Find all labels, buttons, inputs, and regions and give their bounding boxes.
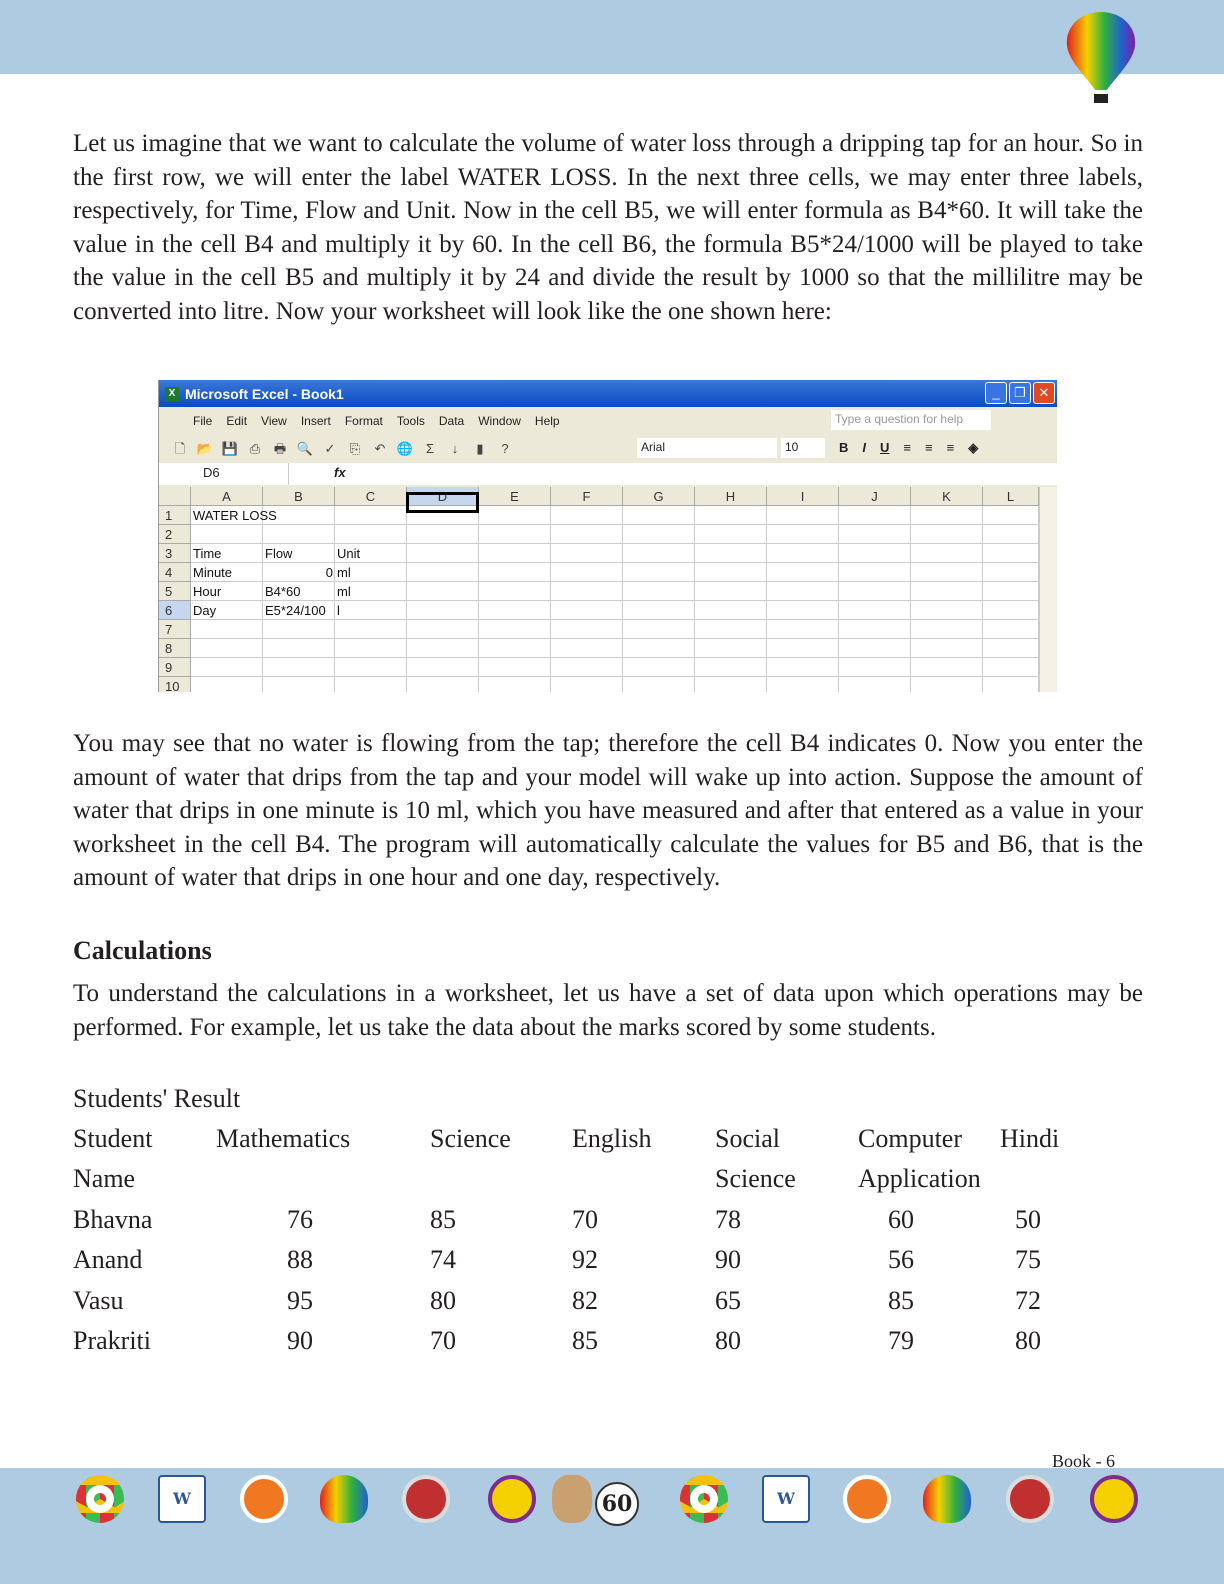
mark-cell: 80 xyxy=(430,1285,456,1315)
mascot-icon xyxy=(552,1475,592,1523)
copy-icon[interactable]: ⎘ xyxy=(349,440,361,456)
word-icon: W xyxy=(158,1475,206,1523)
column-header: Name xyxy=(73,1164,136,1194)
help-icon[interactable]: ? xyxy=(501,440,509,456)
formula-bar xyxy=(159,463,1057,485)
open-icon[interactable]: 📂 xyxy=(196,440,214,456)
mark-cell: 65 xyxy=(715,1285,741,1315)
mark-cell: 90 xyxy=(287,1325,313,1355)
column-header-L[interactable]: L xyxy=(983,487,1039,506)
briefcase-icon xyxy=(240,1475,288,1523)
mark-cell: 70 xyxy=(430,1325,456,1355)
font-select[interactable]: Arial xyxy=(637,438,777,458)
yahoo-messenger-icon xyxy=(1090,1475,1138,1523)
mark-cell: 80 xyxy=(1015,1325,1041,1355)
column-header: Computer xyxy=(858,1124,962,1153)
flame-icon xyxy=(1006,1475,1054,1523)
row-header-3[interactable]: 3 xyxy=(159,544,191,563)
cell-C6[interactable]: l xyxy=(337,603,340,618)
column-header-A[interactable]: A xyxy=(191,487,263,506)
font-size-select[interactable]: 10 xyxy=(781,438,825,458)
mark-cell: 88 xyxy=(287,1245,313,1275)
hot-air-balloon-icon xyxy=(1063,10,1139,105)
cell-B4[interactable]: 0 xyxy=(325,565,333,580)
fill-color-icon[interactable]: ◈ xyxy=(968,440,979,455)
cell-C4[interactable]: ml xyxy=(337,565,351,580)
menu-view[interactable]: View xyxy=(261,413,287,428)
column-header: Science xyxy=(715,1164,796,1194)
menu-tools[interactable]: Tools xyxy=(396,413,425,428)
column-header: Hindi xyxy=(1000,1124,1060,1153)
chart-icon[interactable]: ▮ xyxy=(476,440,484,456)
column-header: Social xyxy=(715,1124,780,1153)
excel-screenshot xyxy=(158,380,1057,692)
column-header-I[interactable]: I xyxy=(767,487,839,506)
close-button[interactable]: ✕ xyxy=(1033,382,1055,404)
cell-A3[interactable]: Time xyxy=(193,546,222,561)
column-header-C[interactable]: C xyxy=(335,487,407,506)
underline-button[interactable]: U xyxy=(880,440,890,455)
mark-cell: 85 xyxy=(430,1204,456,1234)
cell-A4[interactable]: Minute xyxy=(193,565,233,580)
align-center-icon[interactable]: ≡ xyxy=(925,440,933,455)
section-heading: Calculations xyxy=(73,936,212,965)
balloon-icon xyxy=(923,1475,971,1523)
column-header-K[interactable]: K xyxy=(911,487,983,506)
row-header-7[interactable]: 7 xyxy=(159,620,191,639)
column-header-H[interactable]: H xyxy=(695,487,767,506)
window-title: Microsoft Excel - Book1 xyxy=(185,385,344,402)
bold-button[interactable]: B xyxy=(839,440,849,455)
sort-icon[interactable]: ↓ xyxy=(451,440,459,456)
header-band xyxy=(0,0,1224,74)
vertical-scrollbar[interactable] xyxy=(1039,487,1057,692)
menu-help[interactable]: Help xyxy=(534,413,560,428)
calculations-paragraph: To understand the calculations in a worksheet, let us have a set of data upon which operations may be performed. For example, let us take the data about the marks scored by some students. xyxy=(73,980,1143,1041)
cell-B6[interactable]: E5*24/100 xyxy=(265,603,326,618)
row-header-4[interactable]: 4 xyxy=(159,563,191,582)
cell-C5[interactable]: ml xyxy=(337,584,351,599)
row-header-10[interactable]: 10 xyxy=(159,677,191,692)
preview-icon[interactable]: 🔍 xyxy=(296,440,314,456)
menu-window[interactable]: Window xyxy=(478,413,521,428)
print-icon[interactable]: 🖶 xyxy=(273,440,287,456)
column-header: Student xyxy=(73,1124,153,1153)
table-caption: Students' Result xyxy=(73,1084,241,1113)
column-header-B[interactable]: B xyxy=(263,487,335,506)
italic-button[interactable]: I xyxy=(862,440,867,455)
word-icon: W xyxy=(762,1475,810,1523)
cell-B5[interactable]: B4*60 xyxy=(265,584,301,599)
autosum-icon[interactable]: Σ xyxy=(425,440,435,456)
row-header-1[interactable]: 1 xyxy=(159,506,191,525)
spreadsheet-grid xyxy=(159,487,1039,692)
mark-cell: 85 xyxy=(888,1285,914,1315)
column-header-G[interactable]: G xyxy=(623,487,695,506)
explanation-paragraph: You may see that no water is flowing from the tap; therefore the cell B4 indicates 0. Now you enter the amount of water that drips from the tap and your model will wake up into action. Suppose the amount of water that drips in one minute is 10 ml, which you have measured and after that entered as a value in your worksheet in the cell B4. The program will automatically calculate the values for B5 and B6, that is the amount of water that drips in one hour and one day, respectively. xyxy=(73,730,1143,892)
mark-cell: 78 xyxy=(715,1204,741,1234)
mark-cell: 74 xyxy=(430,1245,456,1275)
spelling-icon[interactable]: ✓ xyxy=(324,440,336,456)
menu-file[interactable]: File xyxy=(193,413,213,428)
chrome-icon xyxy=(76,1475,124,1523)
column-header-F[interactable]: F xyxy=(551,487,623,506)
help-search-input[interactable]: Type a question for help xyxy=(831,410,991,430)
column-header-D[interactable]: D xyxy=(407,487,479,506)
hyperlink-icon[interactable]: 🌐 xyxy=(396,440,414,456)
permission-icon[interactable]: ⎙ xyxy=(249,440,261,456)
briefcase-icon xyxy=(843,1475,891,1523)
student-name: Bhavna xyxy=(73,1204,153,1234)
excel-logo-icon: X xyxy=(165,387,179,401)
row-header-5[interactable]: 5 xyxy=(159,582,191,601)
column-header: Application xyxy=(858,1164,981,1194)
chrome-icon xyxy=(680,1475,728,1523)
student-name: Prakriti xyxy=(73,1325,151,1355)
undo-icon[interactable]: ↶ xyxy=(374,440,386,456)
row-header-6[interactable]: 6 xyxy=(159,601,191,620)
mark-cell: 95 xyxy=(287,1285,313,1315)
mark-cell: 70 xyxy=(572,1204,598,1234)
cell-C3[interactable]: Unit xyxy=(337,546,361,561)
mark-cell: 79 xyxy=(888,1325,914,1355)
mark-cell: 75 xyxy=(1015,1245,1041,1275)
mark-cell: 56 xyxy=(888,1245,914,1275)
align-right-icon[interactable]: ≡ xyxy=(946,440,955,455)
mark-cell: 60 xyxy=(888,1204,914,1234)
save-icon[interactable]: 💾 xyxy=(221,440,239,456)
standard-toolbar xyxy=(159,434,1057,463)
row-header-8[interactable]: 8 xyxy=(159,639,191,658)
mark-cell: 50 xyxy=(1015,1204,1041,1234)
mark-cell: 92 xyxy=(572,1245,598,1275)
restore-button[interactable]: ❐ xyxy=(1009,382,1031,404)
intro-paragraph: Let us imagine that we want to calculate the volume of water loss through a dripping tap for an hour. So in the first row, we will enter the label WATER LOSS. In the next three cells, we may enter three labels, respectively, for Time, Flow and Unit. Now in the cell B5, we will enter formula as B4*60. It will take the value in the cell B4 and multiply it by 60. In the cell B6, the formula B5*24/1000 will be played to take the value in the cell B5 and multiply it by 24 and divide the result by 1000 so that the millilitre may be converted into litre. Now your worksheet will look like the one shown here: xyxy=(73,130,1143,325)
mark-cell: 80 xyxy=(715,1325,741,1355)
book-label: Book - 6 xyxy=(1052,1451,1115,1471)
cell-A6[interactable]: Day xyxy=(193,603,217,618)
mark-cell: 76 xyxy=(287,1204,313,1234)
menu-format[interactable]: Format xyxy=(344,413,383,428)
column-header-J[interactable]: J xyxy=(839,487,911,506)
page-number: 60 xyxy=(595,1482,639,1526)
new-icon[interactable]: 🗋 xyxy=(174,440,186,456)
mark-cell: 72 xyxy=(1015,1285,1041,1315)
column-header-E[interactable]: E xyxy=(479,487,551,506)
mark-cell: 85 xyxy=(572,1325,598,1355)
active-cell-d6[interactable] xyxy=(406,492,479,513)
column-header: Science xyxy=(430,1124,511,1153)
menu-insert[interactable]: Insert xyxy=(300,413,331,428)
column-header: Mathematics xyxy=(216,1124,351,1153)
balloon-icon xyxy=(320,1475,368,1523)
flame-icon xyxy=(402,1475,450,1523)
minimize-button[interactable]: _ xyxy=(985,382,1007,404)
column-header: English xyxy=(572,1124,652,1153)
name-box[interactable]: D6 xyxy=(159,463,289,485)
excel-titlebar xyxy=(159,380,1057,407)
yahoo-messenger-icon xyxy=(488,1475,536,1523)
fx-icon: fx xyxy=(334,465,346,480)
row-header-2[interactable]: 2 xyxy=(159,525,191,544)
cell-B3[interactable]: Flow xyxy=(265,546,293,561)
cell-A1[interactable]: WATER LOSS xyxy=(193,508,277,523)
mark-cell: 82 xyxy=(572,1285,598,1315)
menu-edit[interactable]: Edit xyxy=(226,413,248,428)
menu-data[interactable]: Data xyxy=(438,413,465,428)
align-left-icon[interactable]: ≡ xyxy=(903,440,911,455)
mark-cell: 90 xyxy=(715,1245,741,1275)
row-header-9[interactable]: 9 xyxy=(159,658,191,677)
menu-bar xyxy=(159,407,1057,434)
student-name: Vasu xyxy=(73,1285,124,1315)
student-name: Anand xyxy=(73,1245,143,1275)
cell-A5[interactable]: Hour xyxy=(193,584,222,599)
